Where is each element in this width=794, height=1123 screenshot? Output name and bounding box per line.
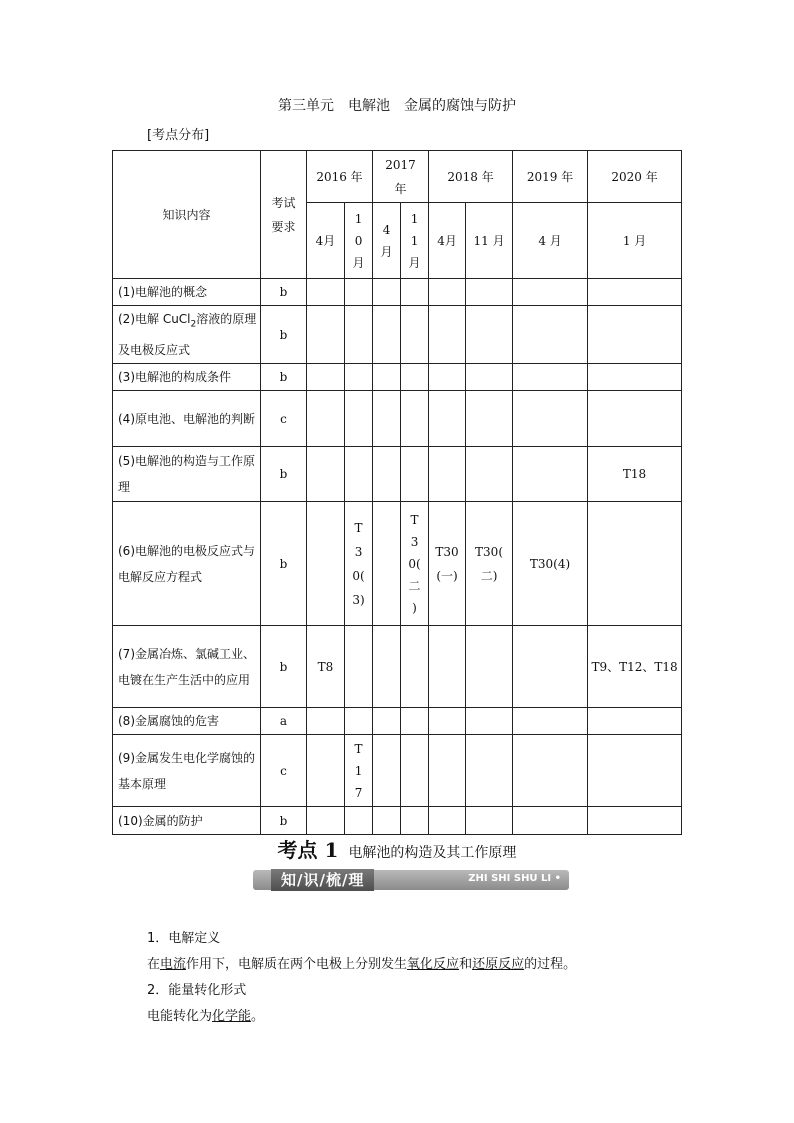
topic-number: 考点 1 bbox=[277, 838, 339, 862]
month-2016-oct: 1 0 月 bbox=[345, 203, 373, 279]
header-content: 知识内容 bbox=[113, 151, 261, 279]
month-2017-nov: 1 1 月 bbox=[401, 203, 429, 279]
row-requirement: b bbox=[261, 807, 307, 835]
row-requirement: b bbox=[261, 306, 307, 364]
topic-title: 电解池的构造及其工作原理 bbox=[348, 845, 517, 861]
row-requirement: a bbox=[261, 708, 307, 735]
month-2020-jan: 1 月 bbox=[588, 203, 682, 279]
table-row bbox=[113, 735, 682, 807]
heading-definition: 1．电解定义 bbox=[147, 931, 221, 946]
row-content: (5)电解池的构造与工作原理 bbox=[113, 447, 261, 502]
row-content: (10)金属的防护 bbox=[113, 807, 261, 835]
row-requirement: b bbox=[261, 364, 307, 391]
row-content: (8)金属腐蚀的危害 bbox=[113, 708, 261, 735]
header-2017: 2017 年 bbox=[373, 151, 429, 203]
paragraph-energy: 电能转化为化学能。 bbox=[147, 1009, 265, 1024]
row-requirement: b bbox=[261, 447, 307, 502]
row-content: (2)电解 CuCl$_2$溶液的原理及电极反应式 bbox=[113, 306, 261, 364]
cell-2016-oct: T 3 0( 3) bbox=[345, 502, 373, 626]
section-banner bbox=[253, 870, 569, 890]
cell-2016-apr: T8 bbox=[307, 626, 345, 708]
section-label: [考点分布] bbox=[147, 128, 210, 143]
month-2018-apr: 4月 bbox=[429, 203, 466, 279]
row-requirement: b bbox=[261, 279, 307, 306]
row-requirement: c bbox=[261, 391, 307, 447]
heading-energy: 2．能量转化形式 bbox=[147, 983, 247, 998]
cell-2018-nov: T30( 二) bbox=[466, 502, 513, 626]
row-content: (3)电解池的构成条件 bbox=[113, 364, 261, 391]
table-row bbox=[113, 708, 682, 735]
cell-2019-apr: T30(4) bbox=[513, 502, 588, 626]
row-content: (4)原电池、电解池的判断 bbox=[113, 391, 261, 447]
header-2016: 2016 年 bbox=[307, 151, 373, 203]
row-content: (7)金属冶炼、氯碱工业、电镀在生产生活中的应用 bbox=[113, 626, 261, 708]
paragraph-definition: 在电流作用下，电解质在两个电极上分别发生氧化反应和还原反应的过程。 bbox=[147, 957, 577, 972]
table-row bbox=[113, 502, 682, 626]
cell-2020-jan: T18 bbox=[588, 447, 682, 502]
table-row bbox=[113, 447, 682, 502]
header-requirement: 考试 要求 bbox=[261, 151, 307, 279]
cell-2017-nov: T 3 0( 二 ) bbox=[401, 502, 429, 626]
page-title: 第三单元 电解池 金属的腐蚀与防护 bbox=[278, 98, 516, 114]
cell-2016-oct: T 1 7 bbox=[345, 735, 373, 807]
banner-label: 知/识/梳/理 bbox=[271, 869, 374, 891]
header-2019: 2019 年 bbox=[513, 151, 588, 203]
table-row bbox=[113, 279, 682, 306]
month-2019-apr: 4 月 bbox=[513, 203, 588, 279]
banner-english: ZHI SHI SHU LI • bbox=[468, 873, 561, 884]
table-row bbox=[113, 807, 682, 835]
row-content: (6)电解池的电极反应式与电解反应方程式 bbox=[113, 502, 261, 626]
header-2020: 2020 年 bbox=[588, 151, 682, 203]
table-row bbox=[113, 364, 682, 391]
cell-2018-apr: T30 (一) bbox=[429, 502, 466, 626]
table-row bbox=[113, 391, 682, 447]
month-2018-nov: 11 月 bbox=[466, 203, 513, 279]
row-content: (9)金属发生电化学腐蚀的基本原理 bbox=[113, 735, 261, 807]
table-row bbox=[113, 306, 682, 364]
table-row bbox=[113, 626, 682, 708]
month-2016-apr: 4月 bbox=[307, 203, 345, 279]
row-content: (1)电解池的概念 bbox=[113, 279, 261, 306]
header-2018: 2018 年 bbox=[429, 151, 513, 203]
month-2017-apr: 4 月 bbox=[373, 203, 401, 279]
cell-2020-jan: T9、T12、T18 bbox=[588, 626, 682, 708]
table-header-row bbox=[113, 151, 682, 203]
row-requirement: b bbox=[261, 626, 307, 708]
row-requirement: c bbox=[261, 735, 307, 807]
topic-heading bbox=[0, 834, 794, 863]
row-requirement: b bbox=[261, 502, 307, 626]
exam-distribution-table bbox=[112, 150, 682, 835]
